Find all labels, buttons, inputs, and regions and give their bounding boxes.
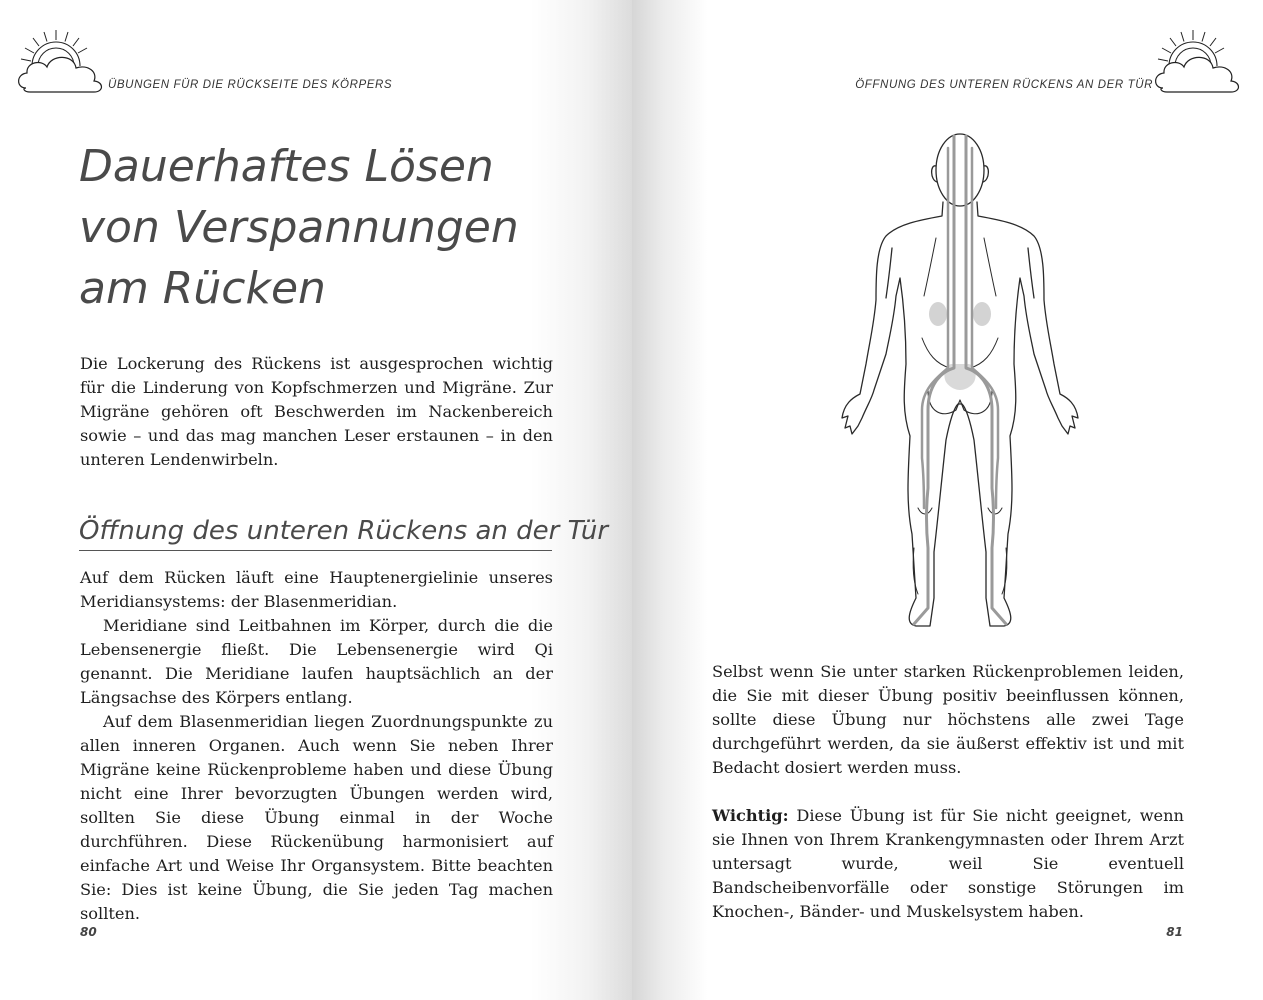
important-note — [712, 804, 1184, 924]
title-line: Dauerhaftes Lösen — [79, 141, 494, 192]
body-paragraph: Auf dem Blasenmeridian liegen Zuordnungspunkte zu allen inneren Organen. Auch wenn Sie neben Ihrer Migräne keine Rückenprobleme haben und diese Übung nicht eine Ihrer bevorzugten Übungen werden wird, sollten Sie diese Übung einmal in der Woche durchführen. Diese Rückenübung harmonisiert auf einfache Art und Weise Ihr Organsystem. Bitte beachten Sie: Dies ist keine Übung, die Sie jeden Tag machen sollten. — [80, 712, 553, 923]
title-line: von Verspannungen — [79, 202, 519, 253]
body-paragraph: Auf dem Rücken läuft eine Hauptenergielinie unseres Meridiansystems: der Blasenmeridian. — [80, 568, 553, 611]
cloud-sun-icon — [16, 26, 104, 94]
body-paragraph: Meridiane sind Leitbahnen im Körper, durch die die Lebensenergie fließt. Die Lebensenergie wird Qi genannt. Die Meridiane laufen hauptsächlich an der Längsachse des Körpers entlang. — [80, 616, 553, 707]
body-back-illustration-icon — [810, 128, 1110, 644]
intro-paragraph: Die Lockerung des Rückens ist ausgesprochen wichtig für die Linderung von Kopfschmerzen und Migräne. Zur Migräne gehören oft Beschwerden im Nackenbereich sowie – und das mag manchen Leser erstaunen – in den unteren Lendenwirbeln. — [80, 354, 553, 469]
page-number: 80 — [80, 925, 97, 939]
right-page — [632, 0, 1263, 1000]
body-paragraph: Selbst wenn Sie unter starken Rückenproblemen leiden, die Sie mit dieser Übung positiv beeinflussen können, sollte diese Übung nur höchstens alle zwei Tage durchgeführt werden, da sie äußerst effektiv ist und mit Bedacht dosiert werden muss. — [712, 662, 1184, 777]
right-body-text — [712, 660, 1184, 924]
section-heading: Öffnung des unteren Rückens an der Tür — [79, 512, 552, 551]
note-text: Diese Übung ist für Sie nicht geeignet, wenn sie Ihnen von Ihrem Krankengymnasten oder Ihrem Arzt untersagt wurde, weil Sie eventuell Bandscheibenvorfälle oder sonstige Störungen im Knochen-, Bänder- und Muskelsystem haben. — [712, 806, 1184, 921]
body-text — [80, 566, 553, 926]
chapter-title — [79, 136, 559, 319]
running-head: ÜBUNGEN FÜR DIE RÜCKSEITE DES KÖRPERS — [108, 79, 393, 91]
title-line: am Rücken — [79, 263, 326, 314]
note-label: Wichtig: — [712, 806, 789, 825]
running-head: ÖFFNUNG DES UNTEREN RÜCKENS AN DER TÜR — [855, 79, 1153, 91]
page-number: 81 — [1166, 925, 1183, 939]
cloud-sun-icon — [1153, 26, 1241, 94]
